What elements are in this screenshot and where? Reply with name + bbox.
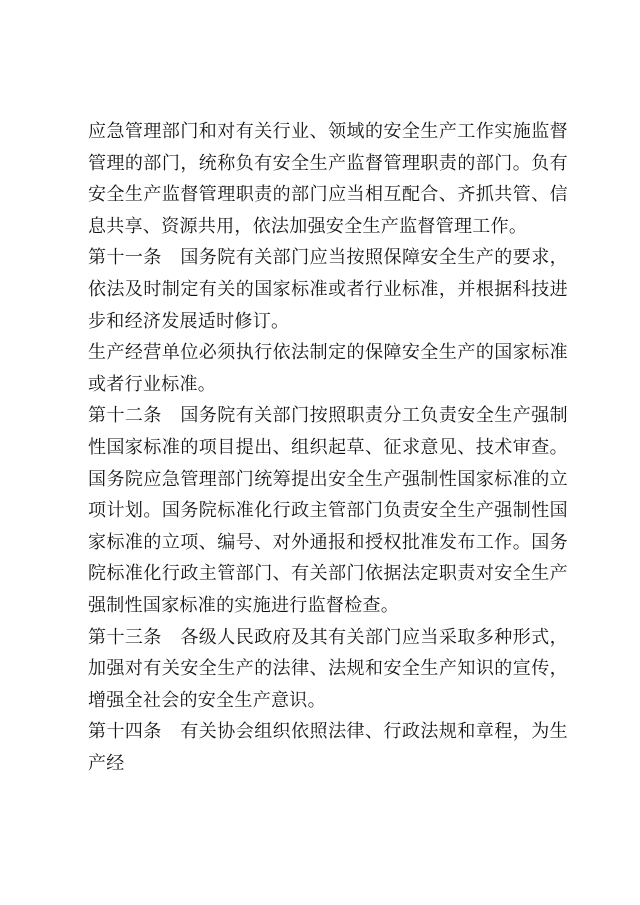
document-body	[88, 116, 568, 779]
paragraph-article-13: 第十三条 各级人民政府及其有关部门应当采取多种形式，加强对有关安全生产的法律、法规和安全生产知识的宣传，增强全社会的安全生产意识。	[88, 626, 568, 711]
paragraph-execute-standards: 生产经营单位必须执行依法制定的保障安全生产的国家标准或者行业标准。	[88, 342, 568, 395]
paragraph-article-11: 第十一条 国务院有关部门应当按照保障安全生产的要求，依法及时制定有关的国家标准或者行业标准，并根据科技进步和经济发展适时修订。	[88, 247, 568, 332]
paragraph-article-14: 第十四条 有关协会组织依照法律、行政法规和章程，为生产经	[88, 721, 568, 774]
paragraph-supervision-departments: 应急管理部门和对有关行业、领域的安全生产工作实施监督管理的部门，统称负有安全生产监督管理职责的部门。负有安全生产监督管理职责的部门应当相互配合、齐抓共管、信息共享、资源共用，依法加强安全生产监督管理工作。	[88, 121, 568, 237]
paragraph-article-12: 第十二条 国务院有关部门按照职责分工负责安全生产强制性国家标准的项目提出、组织起草、征求意见、技术审查。国务院应急管理部门统筹提出安全生产强制性国家标准的立项计划。国务院标准化行政主管部门负责安全生产强制性国家标准的立项、编号、对外通报和授权批准发布工作。国务院标准化行政主管部门、有关部门依据法定职责对安全生产强制性国家标准的实施进行监督检查。	[88, 405, 568, 616]
